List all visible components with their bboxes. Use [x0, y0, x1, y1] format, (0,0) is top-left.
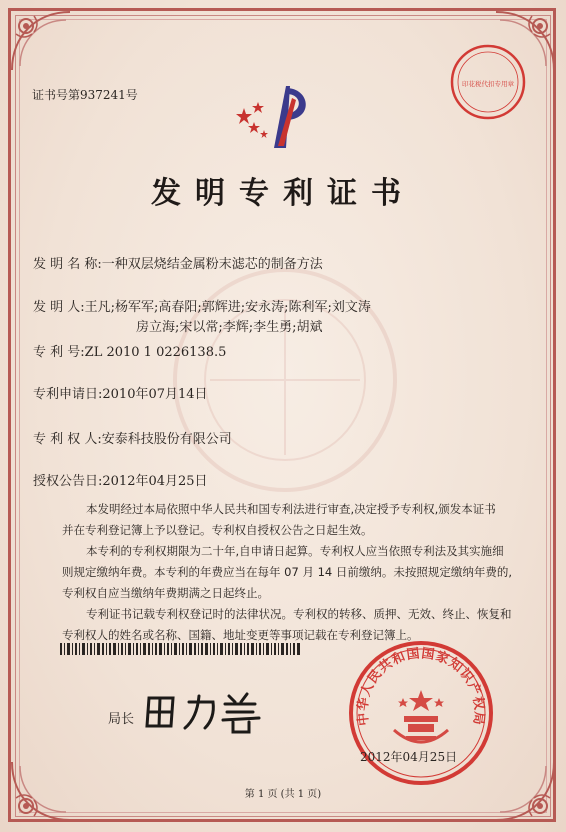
page-footer: 第 1 页 (共 1 页)	[244, 789, 322, 800]
seal-text: 中华人民共和国国家知识产权局	[355, 646, 487, 727]
patentee-label: 专 利 权 人:	[33, 432, 102, 447]
paragraph-line: 专利权人的姓名或名称、国籍、地址变更等事项记载在专利登记簿上。	[62, 628, 419, 642]
patentee-value: 安泰科技股份有限公司	[101, 432, 232, 447]
invention-name-label: 发 明 名 称:	[33, 257, 102, 272]
patent-number-row	[33, 341, 226, 360]
paragraph-line: 专利证书记载专利权登记时的法律状况。专利权的转移、质押、无效、终止、恢复和	[86, 607, 512, 621]
invention-name-row	[33, 253, 323, 272]
inventors-row-continued: 房立海;宋以常;李辉;李生勇;胡斌	[136, 320, 323, 335]
paragraph-line: 专利权自应当缴纳年费期满之日起终止。	[62, 586, 269, 600]
patentee-row	[33, 428, 232, 447]
corner-ornament-icon	[6, 6, 76, 76]
paragraph-line: 则规定缴纳年费。本专利的年费应当在每年 07 月 14 日前缴纳。未按照规定缴纳年费的,	[62, 565, 513, 579]
invention-name-value: 一种双层烧结金属粉末滤芯的制备方法	[101, 257, 323, 272]
patent-number-label: 专 利 号:	[33, 345, 85, 360]
tax-stamp-icon	[448, 42, 528, 122]
inventors-row	[33, 296, 371, 315]
director-label: 局长	[108, 712, 135, 727]
inventors-label: 发 明 人:	[33, 300, 85, 315]
certificate-number: 证书号第937241号	[32, 88, 138, 102]
paragraph-line: 本发明经过本局依照中华人民共和国专利法进行审查,决定授予专利权,颁发本证书	[86, 502, 496, 516]
seal-date: 2012年04月25日	[360, 750, 458, 764]
tax-stamp-text: 印花税代扣专用章	[462, 80, 514, 88]
grant-date-row	[33, 470, 208, 489]
filing-date-label: 专利申请日:	[33, 387, 103, 402]
patent-number-value: ZL 2010 1 0226138.5	[84, 345, 227, 360]
paragraph-line: 本专利的专利权期限为二十年,自申请日起算。专利权人应当依照专利法及其实施细	[86, 544, 504, 558]
page-title: 发明专利证书	[151, 176, 415, 211]
barcode-icon	[60, 643, 300, 655]
grant-date-label: 授权公告日:	[33, 474, 103, 489]
grant-date-value: 2012年04月25日	[102, 474, 208, 489]
inventors-value: 王凡;杨军军;高春阳;郭辉进;安永涛;陈利军;刘文涛	[84, 300, 371, 315]
filing-date-row	[33, 383, 208, 402]
svg-text:中华人民共和国国家知识产权局	[355, 645, 488, 726]
filing-date-value: 2010年07月14日	[102, 387, 208, 402]
official-seal-icon	[346, 638, 496, 788]
paragraph-line: 并在专利登记簿上予以登记。专利权自授权公告之日起生效。	[62, 523, 373, 537]
paragraph-legal-status	[62, 583, 522, 646]
director-signature	[143, 688, 273, 734]
sipo-logo-icon	[230, 80, 320, 150]
paragraph-examination	[62, 499, 522, 541]
